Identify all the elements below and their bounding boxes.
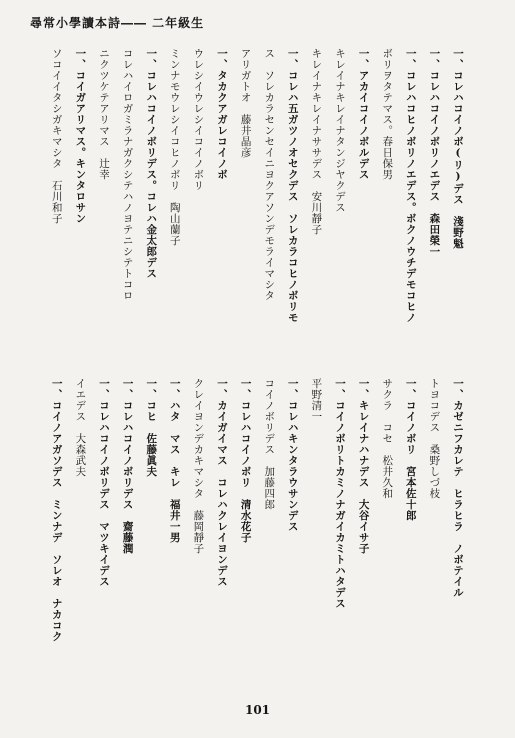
text-column: クレイヨンデカキマシタ 藤岡靜子: [192, 378, 205, 554]
text-column: コレハイロガミラナガクシテハノヨテニシテトコロ: [121, 48, 134, 301]
text-column: 一、コレハ五ガツノオセクデス ソレカラコヒノボリモ: [286, 48, 299, 323]
text-column: 一、コレハコヒノボリノエデス。ボクノウチデモコヒノ: [404, 48, 417, 323]
text-column: ソコイイタシガキマシタ 石川和子: [50, 48, 63, 224]
text-column: キレイナキレイナササデス 安川靜子: [310, 48, 323, 235]
text-column: 一、コヒ 佐藤眞夫: [145, 378, 158, 477]
text-column: アリガトオ 藤井晶彦: [239, 48, 252, 158]
text-column: ミンナモウレシイコヒノボリ 陶山蘭子: [168, 48, 181, 246]
text-column: 一、コイノボリ 宮本佐十郎: [404, 378, 417, 521]
text-column: 一、コレハコイノボリデス 齋藤潤: [121, 378, 134, 554]
text-column: 一、コレハコイノボリデス。コレハ金太郎デス: [145, 48, 158, 279]
text-column: 一、コレハコイノボリ 清水花子: [239, 378, 252, 543]
text-column: コイノボリデス 加藤四郎: [263, 378, 276, 510]
text-column: ウレシイウレシイコイノボリ: [192, 48, 205, 191]
text-column: 一、ハタ マス キレ 福井一男: [168, 378, 181, 543]
text-column: 一、コイガアリマス。キンタロサン: [74, 48, 87, 224]
text-column: 一、コレハコイノボ(リ)デス 淺野魁: [452, 48, 464, 249]
text-column: 一、カゼニフカレテ ヒラヒラ ノボテイル: [452, 378, 464, 598]
text-column: 一、コレハコイノボリデス マツキイデス: [98, 378, 110, 587]
text-column: サクラ コセ 松井久和: [381, 378, 394, 499]
text-column: 一、アカイコイノボルデス: [357, 48, 370, 180]
text-column: 一、コイノアガソデス ミンナデ ソレオ ナカコク: [50, 378, 63, 642]
text-column: 一、コレハキンタラウサンデス: [286, 378, 299, 532]
text-column: ス ソレカラセンセイニヨクアソンデモライマシタ: [263, 48, 276, 301]
text-column: ニクツケテアリマス 辻幸: [98, 48, 110, 180]
text-column: トヨコデス 桑野しづ枝: [428, 378, 441, 499]
text-column: キレイナキレイナタンジヤクデス: [334, 48, 346, 213]
text-column: 一、カイガイマス コレハクレイヨンデス: [216, 378, 228, 587]
text-column: イエデス 大森武夫: [74, 378, 87, 477]
text-column: 平野清一: [310, 378, 323, 422]
text-column: 一、タカクアガレコイノボ: [216, 48, 228, 180]
text-column: 一、キレイナハナデス 大谷イサ子: [357, 378, 370, 554]
text-column: ボリヲタテマス。春日保男: [381, 48, 394, 180]
page-number: 101: [244, 703, 271, 717]
text-column: 一、コレハコイノボリノエデス 森田榮一: [428, 48, 441, 257]
running-header: 尋常小學讀本詩―― 二年級生: [30, 16, 205, 30]
text-column: 一、コイノボリトカミノナガイカミトハタデス: [334, 378, 346, 609]
